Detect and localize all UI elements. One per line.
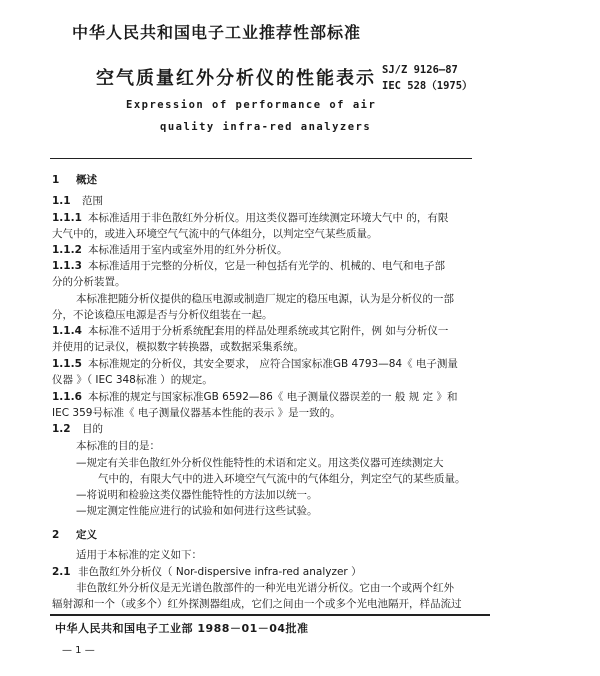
subsection-heading <box>52 193 103 208</box>
paragraph <box>52 389 457 404</box>
paragraph-continuation: 分的分析装置。 <box>52 276 126 288</box>
clause-text: 本标准不适用于分析系统配套用的样品处理系统或其它附件，例 如与分析仪一 <box>88 325 449 337</box>
subsection-number: 1.1 <box>52 195 71 207</box>
clause-text: 本标准规定的分析仪，其安全要求， 应符合国家标准GB 4793—84《 电子测量 <box>88 358 458 370</box>
clause-text: 本标准适用于室内或室外用的红外分析仪。 <box>88 244 288 256</box>
subsection-title: 目的 <box>82 423 103 435</box>
iec-reference: IEC 528（1975） <box>382 80 473 92</box>
section-heading <box>52 527 97 542</box>
header-divider <box>50 158 472 159</box>
clause-number: 1.1.4 <box>52 325 82 337</box>
section-number: 1 <box>52 174 60 186</box>
purpose-bullet: —规定有关非色散红外分析仪性能特性的术语和定义。用这类仪器可连续测定大 <box>76 457 444 469</box>
definition-text-continuation: 辐射源和一个（或多个）红外探测器组成，它们之间由一个或多个光电池隔开，样品流过 <box>52 598 462 610</box>
purpose-intro: 本标准的目的是： <box>76 440 160 452</box>
purpose-bullet: —规定测定性能应进行的试验和如何进行这些试验。 <box>76 505 318 517</box>
definitions-intro: 适用于本标准的定义如下： <box>76 549 202 561</box>
purpose-bullet: —将说明和检验这类仪器性能特性的方法加以统一。 <box>76 489 318 501</box>
approval-line: 中华人民共和国电子工业部 1988－01－04批准 <box>55 622 309 635</box>
paragraph-continuation: 分，不论该稳压电源是否与分析仪组装在一起。 <box>52 309 273 321</box>
paragraph-continuation: 大气中的，或进入环境空气气流中的气体组分，以判定空气某些质量。 <box>52 228 378 240</box>
clause-number: 1.1.6 <box>52 391 82 403</box>
paragraph <box>52 356 458 371</box>
page-number: — 1 — <box>62 645 95 656</box>
document-title: 空气质量红外分析仪的性能表示 <box>96 68 376 89</box>
definition-text: 非色散红外分析仪是无光谱色散部件的一种光电光谱分析仪。它由一个或两个红外 <box>76 582 454 594</box>
english-title-line1: Expression of performance of air <box>126 99 377 111</box>
paragraph <box>52 258 445 273</box>
section-number: 2 <box>52 529 60 541</box>
subsection-heading <box>52 421 103 436</box>
paragraph: 本标准把随分析仪提供的稳压电源或制造厂规定的稳压电源，认为是分析仪的一部 <box>76 293 454 305</box>
paragraph-continuation: IEC 359号标准《 电子测量仪器基本性能的表示 》是一致的。 <box>52 407 341 419</box>
definition-number: 2.1 <box>52 566 71 578</box>
paragraph-continuation: 并使用的记录仪，模拟数字转换器，或数据采集系统。 <box>52 341 304 353</box>
clause-text: 本标准的规定与国家标准GB 6592—86《 电子测量仪器误差的一 般 规 定 》和 <box>88 391 458 403</box>
standard-category-title: 中华人民共和国电子工业推荐性部标准 <box>72 23 362 42</box>
english-title-line2: quality infra-red analyzers <box>160 121 372 133</box>
section-title: 定义 <box>76 529 97 541</box>
purpose-bullet-continuation: 气中的，有限大气中的进入环境空气气流中的气体组分，判定空气的某些质量。 <box>98 473 466 485</box>
standard-code: SJ/Z 9126—87 <box>382 64 458 76</box>
paragraph <box>52 242 288 257</box>
section-title: 概述 <box>76 174 97 186</box>
clause-text: 本标准适用于非色散红外分析仪。用这类仪器可连续测定环境大气中 的，有限 <box>88 212 449 224</box>
paragraph <box>52 210 448 225</box>
definition-title: 非色散红外分析仪（ Nor-dispersive infra-red analyzer ） <box>78 566 362 578</box>
paragraph-continuation: 仪器 》（ IEC 348标准 ）的规定。 <box>52 374 213 386</box>
footer-divider <box>50 614 490 616</box>
clause-text: 本标准适用于完整的分析仪，它是一种包括有光学的、机械的、电气和电子部 <box>88 260 445 272</box>
clause-number: 1.1.1 <box>52 212 82 224</box>
subsection-title: 范围 <box>82 195 103 207</box>
subsection-number: 1.2 <box>52 423 71 435</box>
paragraph <box>52 323 448 338</box>
section-heading <box>52 172 97 187</box>
definition-heading <box>52 564 362 579</box>
clause-number: 1.1.3 <box>52 260 82 272</box>
clause-number: 1.1.2 <box>52 244 82 256</box>
clause-number: 1.1.5 <box>52 358 82 370</box>
